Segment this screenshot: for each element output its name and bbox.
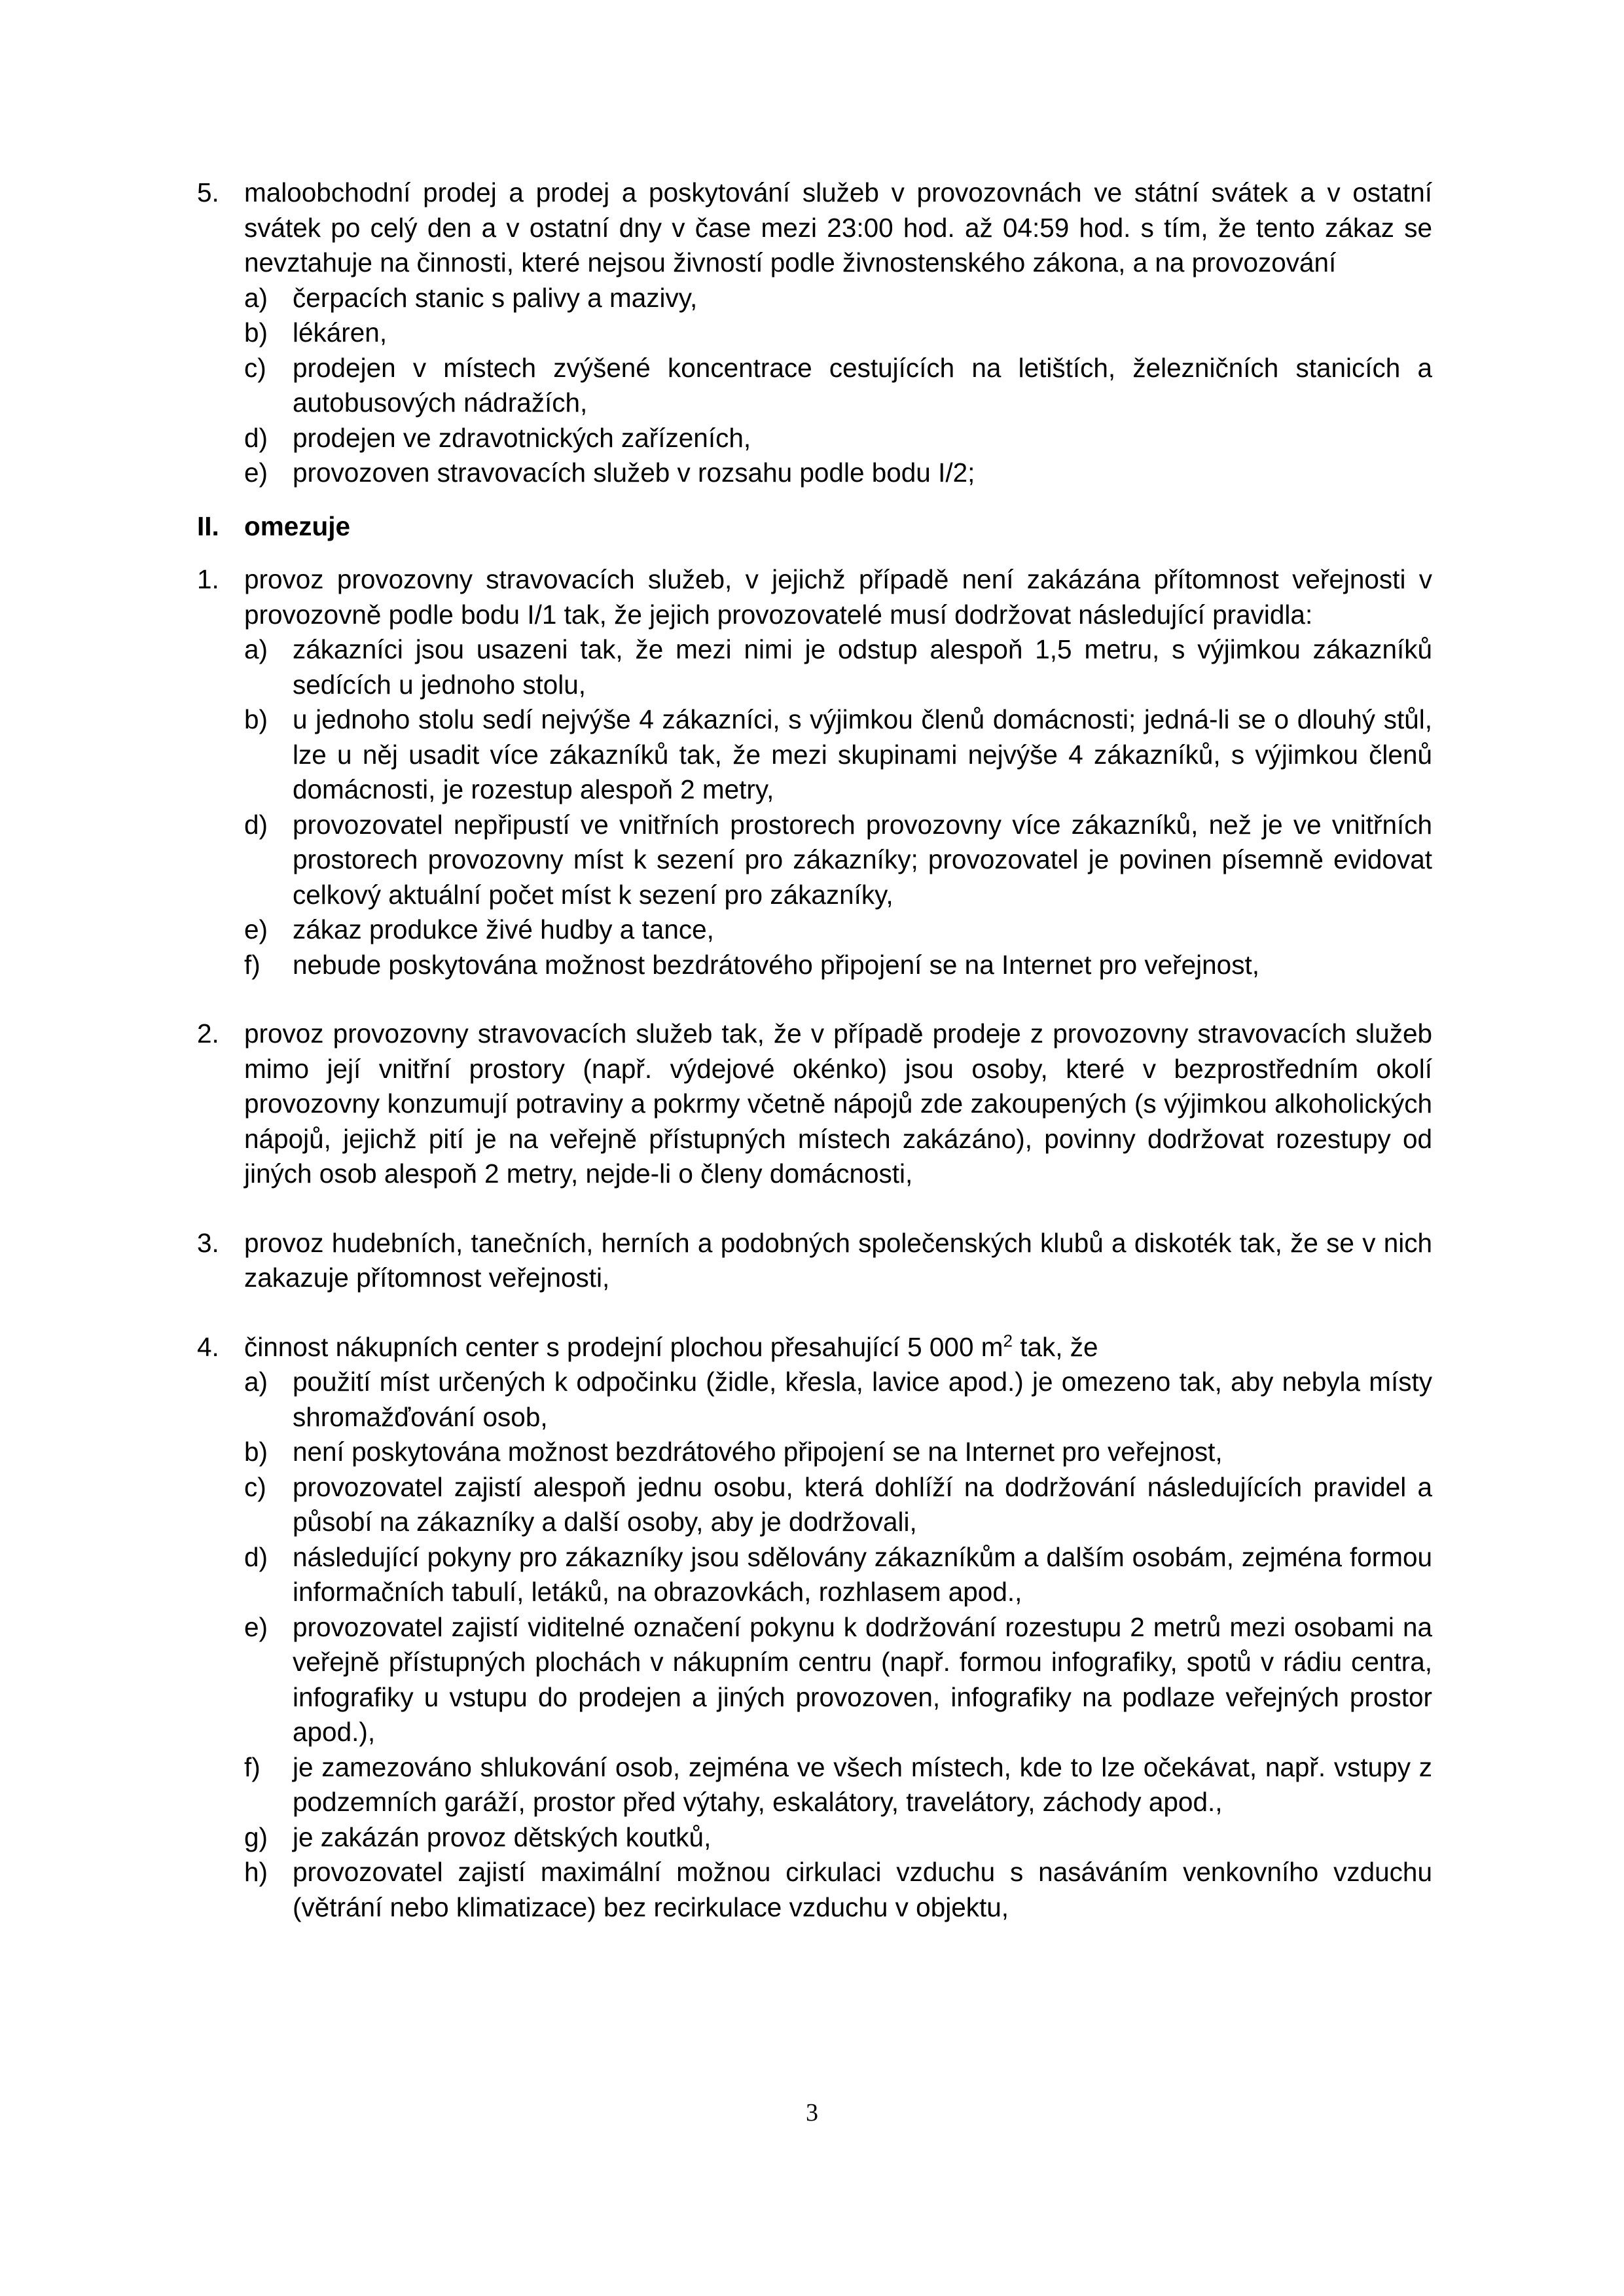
sub-item-text: provozovatel zajistí alespoň jednu osobu, která dohlíží na dodržování následujících pravidel a působí na zákazníky a další osoby, aby je dodržovali,	[293, 1471, 1432, 1537]
sub-item-letter: b)	[244, 317, 268, 348]
document-body	[197, 175, 1432, 1925]
item-number: 2.	[197, 1018, 219, 1049]
sub-item	[244, 456, 1432, 491]
sub-item	[244, 632, 1432, 702]
spacer	[197, 982, 1432, 1016]
sub-item-letter: a)	[244, 634, 268, 664]
sub-item	[244, 281, 1432, 316]
item-number: 3.	[197, 1227, 219, 1258]
sub-item	[244, 421, 1432, 456]
sub-item-text: je zakázán provoz dětských koutků,	[293, 1821, 712, 1852]
item-text-main: činnost nákupních center s prodejní plochou přesahující 5 000 m	[244, 1331, 1003, 1362]
sub-item-text: provozovatel nepřipustí ve vnitřních prostorech provozovny více zákazníků, než je ve vnitřních prostorech provozovny míst k sezení pro zákazníky; provozovatel je povinen písemně evidovat celkový aktuální počet míst k sezení pro zákazníky,	[293, 809, 1432, 910]
spacer	[197, 544, 1432, 562]
sub-item-letter: h)	[244, 1857, 268, 1887]
sub-item-text: prodejen ve zdravotnických zařízeních,	[293, 422, 751, 453]
superscript: 2	[1003, 1331, 1013, 1350]
item-number: 4.	[197, 1331, 219, 1362]
sub-item-text: je zamezováno shlukování osob, zejména ve všech místech, kde to lze očekávat, např. vstupy z podzemních garáží, prostor před výtahy, eskalátory, travelátory, záchody apod.,	[293, 1751, 1432, 1817]
sub-item	[244, 948, 1432, 983]
sub-item-letter: b)	[244, 1437, 268, 1467]
list-item-2	[197, 1016, 1432, 1192]
sub-item-letter: a)	[244, 282, 268, 313]
sub-item-text: u jednoho stolu sedí nejvýše 4 zákazníci, s výjimkou členů domácnosti; jedná-li se o dlouhý stůl, lze u něj usadit více zákazníků tak, že mezi skupinami nejvýše 4 zákazníků, s výjimkou členů domácnosti, je rozestup alespoň 2 metry,	[293, 704, 1432, 804]
section-heading	[197, 509, 1432, 545]
list-item-1	[197, 562, 1432, 982]
sub-item	[244, 1610, 1432, 1750]
sub-item	[244, 1750, 1432, 1820]
item-number: 1.	[197, 564, 219, 594]
item-text	[244, 1330, 1432, 1365]
sub-item-letter: f)	[244, 949, 261, 980]
sub-item-text: použití míst určených k odpočinku (židle, křesla, lavice apod.) je omezeno tak, aby nebyla místy shromažďování osob,	[293, 1367, 1432, 1432]
sub-item-text: zákazníci jsou usazeni tak, že mezi nimi je odstup alespoň 1,5 metru, s výjimkou zákazníků sedících u jednoho stolu,	[293, 634, 1432, 700]
sub-item	[244, 1435, 1432, 1470]
sub-item-text: čerpacích stanic s palivy a mazivy,	[293, 282, 698, 313]
item-text: provoz provozovny stravovacích služeb tak, že v případě prodeje z provozovny stravovacích služeb mimo její vnitřní prostory (např. výdejové okénko) jsou osoby, které v bezprostředním okolí provozovny konzumují potraviny a pokrmy včetně nápojů zde zakoupených (s výjimkou alkoholických nápojů, jejichž pití je na veřejně přístupných místech zakázáno), povinny dodržovat rozestupy od jiných osob alespoň 2 metry, nejde-li o členy domácnosti,	[244, 1018, 1432, 1189]
sub-item-text: lékáren,	[293, 317, 388, 348]
sub-item-letter: e)	[244, 914, 268, 944]
sub-item-letter: e)	[244, 457, 268, 488]
sub-item-letter: c)	[244, 352, 266, 383]
item-text: maloobchodní prodej a prodej a poskytování služeb v provozovnách ve státní svátek a v ostatní svátek po celý den a v ostatní dny v čase mezi 23:00 hod. až 04:59 hod. s tím, že tento zákaz se nevztahuje na činnosti, které nejsou živností podle živnostenského zákona, a na provozování	[244, 177, 1432, 278]
sub-item-letter: g)	[244, 1821, 268, 1852]
sub-item	[244, 1820, 1432, 1856]
sub-item	[244, 808, 1432, 913]
section-number: II.	[197, 511, 219, 541]
sub-item	[244, 1855, 1432, 1925]
item-text-tail: tak, že	[1012, 1331, 1098, 1362]
list-item-4	[197, 1330, 1432, 1926]
sub-item-text: provozovatel zajistí maximální možnou cirkulaci vzduchu s nasáváním venkovního vzduchu (větrání nebo klimatizace) bez recirkulace vzduchu v objektu,	[293, 1857, 1432, 1922]
list-item-3	[197, 1226, 1432, 1296]
sub-item-letter: c)	[244, 1471, 266, 1502]
sub-item	[244, 1365, 1432, 1435]
spacer	[197, 1192, 1432, 1226]
sub-item-text: provozoven stravovacích služeb v rozsahu podle bodu I/2;	[293, 457, 975, 488]
item-text: provoz provozovny stravovacích služeb, v jejichž případě není zakázána přítomnost veřejnosti v provozovně podle bodu I/1 tak, že jejich provozovatelé musí dodržovat následující pravidla:	[244, 564, 1432, 630]
sub-item	[244, 702, 1432, 808]
sub-item-text: zákaz produkce živé hudby a tance,	[293, 914, 714, 944]
sub-item-text: nebude poskytována možnost bezdrátového připojení se na Internet pro veřejnost,	[293, 949, 1259, 980]
sub-item-text: následující pokyny pro zákazníky jsou sdělovány zákazníkům a dalším osobám, zejména formou informačních tabulí, letáků, na obrazovkách, rozhlasem apod.,	[293, 1541, 1432, 1607]
item-number: 5.	[197, 177, 219, 207]
sub-item-letter: a)	[244, 1367, 268, 1397]
spacer	[197, 491, 1432, 509]
sub-item	[244, 1540, 1432, 1610]
sub-item	[244, 1470, 1432, 1540]
list-item-5	[197, 175, 1432, 491]
sub-item-letter: b)	[244, 704, 268, 734]
sub-item-text: provozovatel zajistí viditelné označení pokynu k dodržování rozestupu 2 metrů mezi osobami na veřejně přístupných plochách v nákupním centru (např. formou infografiky, spotů v rádiu centra, infografiky u vstupu do prodejen a jiných provozoven, infografiky na podlaze veřejných prostor apod.),	[293, 1611, 1432, 1747]
sub-item	[244, 315, 1432, 351]
sub-item-letter: d)	[244, 1541, 268, 1572]
sub-item-letter: d)	[244, 422, 268, 453]
sub-item	[244, 912, 1432, 948]
sub-item-text: prodejen v místech zvýšené koncentrace cestujících na letištích, železničních stanicích a autobusových nádražích,	[293, 352, 1432, 418]
page-number: 3	[806, 2099, 818, 2126]
item-text: provoz hudebních, tanečních, herních a podobných společenských klubů a diskoték tak, že se v nich zakazuje přítomnost veřejnosti,	[244, 1227, 1432, 1293]
sub-item-letter: d)	[244, 809, 268, 840]
sub-item-text: není poskytována možnost bezdrátového připojení se na Internet pro veřejnost,	[293, 1437, 1223, 1467]
sub-item-letter: f)	[244, 1751, 261, 1782]
sub-item	[244, 351, 1432, 421]
sub-item-letter: e)	[244, 1611, 268, 1642]
spacer	[197, 1296, 1432, 1330]
section-title: omezuje	[244, 511, 351, 541]
